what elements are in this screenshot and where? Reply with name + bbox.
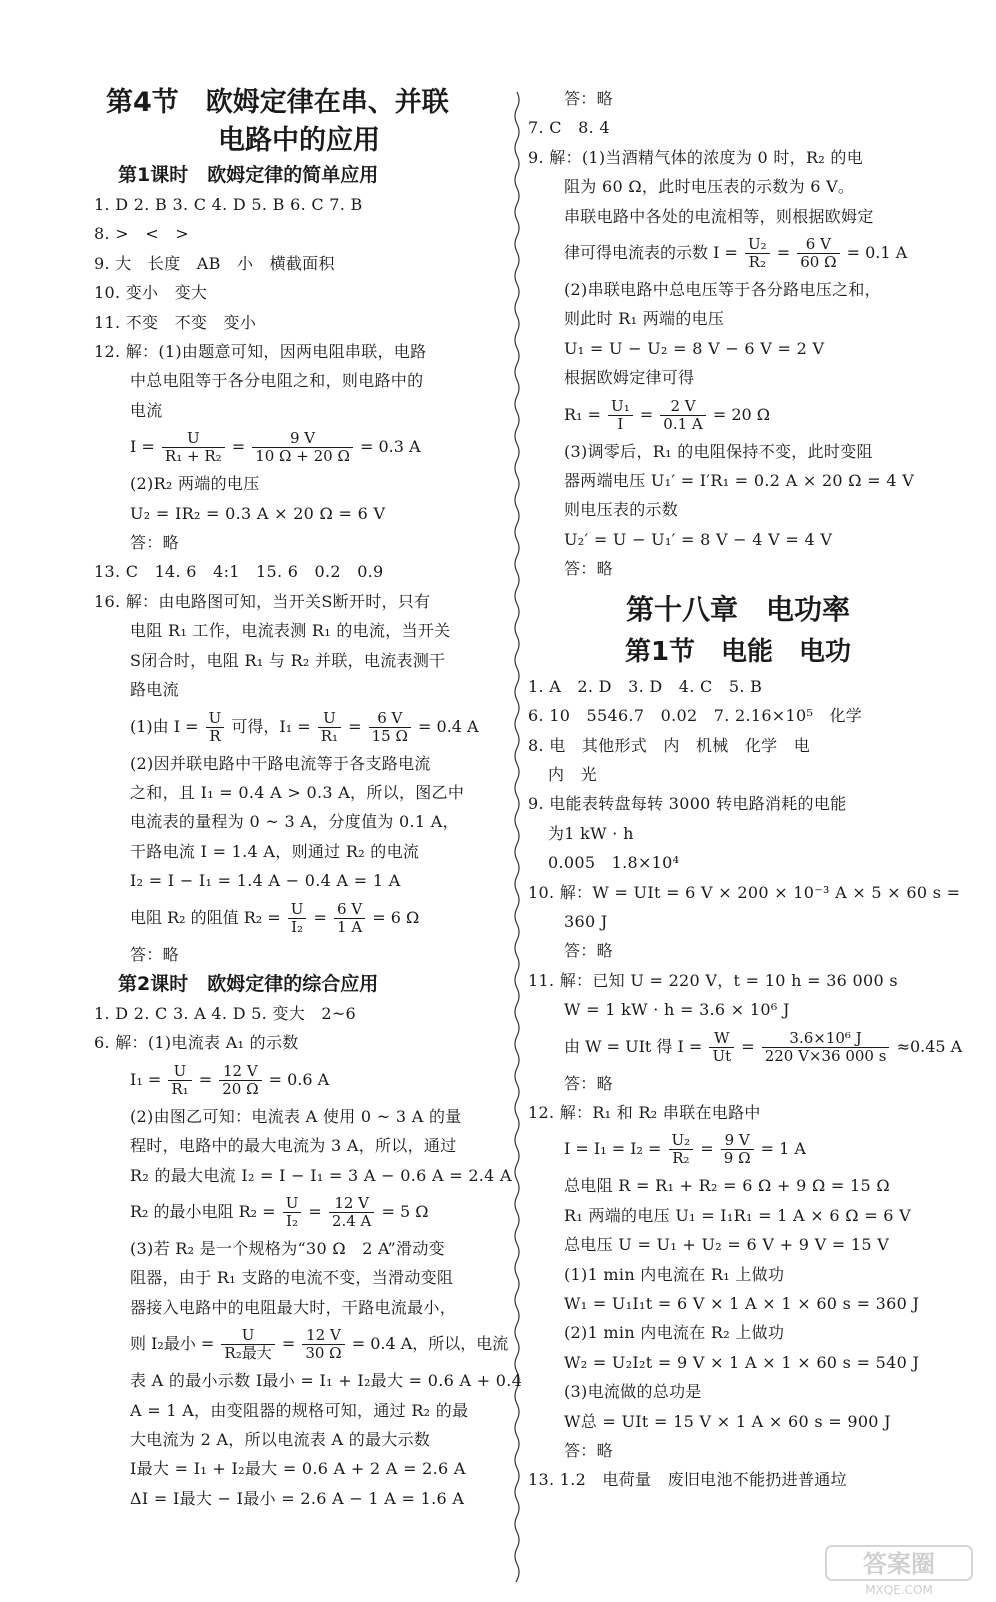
left-column [94, 84, 523, 1513]
answer-line: 8. > < > [94, 224, 189, 244]
answer-line: 表 A 的最小示数 I最小 = I₁ + I₂最大 = 0.6 A + 0.4 [130, 1371, 523, 1391]
answer-line: 1. D 2. B 3. C 4. D 5. B 6. C 7. B [94, 195, 363, 214]
answer-line: 7. C 8. 4 [528, 118, 610, 138]
watermark-subtext: MXQE.COM [865, 1583, 933, 1597]
answer-line: R₁ 两端的电压 U₁ = I₁R₁ = 1 A × 6 Ω = 6 V [564, 1205, 912, 1225]
answer-line: 360 J [564, 911, 608, 931]
answer-line: 12. 解：(1)由题意可知，因两电阻串联，电路 [94, 342, 427, 362]
answer-line: 器两端电压 U₁′ = I′R₁ = 0.2 A × 20 Ω = 4 V [564, 471, 915, 491]
column-divider [512, 92, 522, 1582]
equation: I₁ = $\frac{U}{\text{R₁}}$ = $\frac{12 V}{20 \Omega}$ = 0.6 A [130, 1061, 330, 1098]
answer-line: 电阻 R₁ 工作，电流表测 R₁ 的电流，当开关 [130, 621, 451, 641]
equation: I = $\frac{U}{\text{R₁ + R₂}}$ = $\frac{9 V}{10 \Omega + 20 \Omega}$ = 0.3 A [130, 429, 421, 466]
answer-line: 6. 解：(1)电流表 A₁ 的示数 [94, 1033, 299, 1053]
answer-line: 答：略 [564, 89, 613, 108]
answer-line: 答：略 [564, 1073, 613, 1093]
answer-line: 10. 解：W = UIt = 6 V × 200 × 10⁻³ A × 5 × 60 s = [528, 882, 961, 902]
equation: 则 I₂最小 = $\frac{U}{\text{R₂最大}}$ = $\frac{12 V}{30 \Omega}$ = 0.4 A，所以，电流 [130, 1326, 509, 1363]
answer-line: (2)1 min 内电流在 R₂ 上做功 [564, 1323, 785, 1343]
answer-line: 答：略 [564, 941, 613, 961]
answer-line: 9. 大 长度 AB 小 横截面积 [94, 253, 335, 273]
answer-line: 9. 电能表转盘每转 3000 转电路消耗的电能 [528, 794, 847, 814]
answer-line: 中总电阻等于各分电阻之和，则电路中的 [130, 371, 424, 391]
answer-line: I₂ = I − I₁ = 1.4 A − 0.4 A = 1 A [130, 871, 401, 891]
answer-line: (1)1 min 内电流在 R₁ 上做功 [564, 1264, 785, 1284]
section-title-line2: 电路中的应用 [218, 125, 380, 156]
answer-line: W₂ = U₂I₂t = 9 V × 1 A × 1 × 60 s = 540 J [564, 1352, 920, 1372]
equation: I = I₁ = I₂ = $\frac{\text{U₂}}{\text{R₂}}$ = $\frac{9 V}{9 \Omega}$ = 1 A [564, 1131, 806, 1168]
answer-line: 答：略 [564, 559, 613, 579]
answer-line: 0.005 1.8×10⁴ [548, 853, 680, 873]
answer-line: (2)由图乙可知：电流表 A 使用 0 ~ 3 A 的量 [130, 1106, 462, 1126]
answer-line: 16. 解：由电路图可知，当开关S断开时，只有 [94, 591, 431, 611]
equation: R₁ = $\frac{\text{U₁}}{I}$ = $\frac{2 V}{0.1 A}$ = 20 Ω [564, 396, 771, 433]
answer-line: 阻为 60 Ω，此时电压表的示数为 6 V。 [564, 177, 855, 197]
answer-line: 12. 解：R₁ 和 R₂ 串联在电路中 [528, 1102, 761, 1122]
answer-line: 答：略 [564, 1441, 613, 1461]
answer-line: (2)因并联电路中干路电流等于各支路电流 [130, 753, 431, 773]
chapter-title: 第十八章 电功率 [625, 592, 850, 626]
answer-line: 大电流为 2 A，所以电流表 A 的最大示数 [130, 1430, 431, 1449]
answer-line: 答：略 [130, 944, 179, 964]
answer-line: 器接入电路中的电阻最大时，干路电流最小， [130, 1297, 457, 1317]
answer-line: 为1 kW · h [548, 823, 634, 843]
answer-line: U₁ = U − U₂ = 8 V − 6 V = 2 V [564, 338, 825, 358]
lesson-1-title: 第1课时 欧姆定律的简单应用 [118, 164, 379, 186]
answer-line: 串联电路中各处的电流相等，则根据欧姆定 [564, 206, 874, 226]
site-watermark-logo [824, 1542, 974, 1598]
section-title: 第1节 电能 电功 [624, 636, 852, 667]
answer-line: 8. 电 其他形式 内 机械 化学 电 [528, 735, 811, 755]
answer-line: W₁ = U₁I₁t = 6 V × 1 A × 1 × 60 s = 360 J [564, 1294, 920, 1313]
answer-line: 电流表的量程为 0 ~ 3 A，分度值为 0.1 A， [130, 812, 459, 832]
answer-line: (2)R₂ 两端的电压 [130, 474, 260, 494]
answer-line: 总电阻 R = R₁ + R₂ = 6 Ω + 9 Ω = 15 Ω [564, 1176, 890, 1196]
answer-line: S闭合时，电阻 R₁ 与 R₂ 并联，电流表测干 [130, 650, 446, 670]
equation: 律可得电流表的示数 I = $\frac{\text{U₂}}{\text{R₂}}$ = $\frac{6 V}{60 \Omega}$ = 0.1 A [564, 235, 908, 272]
answer-line: 13. 1.2 电荷量 废旧电池不能扔进普通垃 [528, 1470, 847, 1490]
answer-line: 13. C 14. 6 4:1 15. 6 0.2 0.9 [94, 562, 384, 582]
right-column [528, 84, 963, 1495]
equation: 电阻 R₂ 的阻值 R₂ = $\frac{U}{\text{I₂}}$ = $\frac{6 V}{1 A}$ = 6 Ω [130, 899, 420, 936]
equation: 由 W = UIt 得 I = $\frac{W}{Ut}$ = $\frac{\text{3.6×10⁶ J}}{220 V\times 36 000 s}$ ≈0.45 A [564, 1028, 963, 1065]
answer-line: 9. 解：(1)当酒精气体的浓度为 0 时，R₂ 的电 [528, 147, 864, 167]
section-title-line1: 第4节 欧姆定律在串、并联 [106, 87, 449, 118]
answer-line: W总 = UIt = 15 V × 1 A × 60 s = 900 J [564, 1411, 891, 1431]
answer-line: W = 1 kW · h = 3.6 × 10⁶ J [564, 1000, 790, 1020]
answer-line: 阻器，由于 R₁ 支路的电流不变，当滑动变阻 [130, 1268, 454, 1288]
answer-line: 程时，电路中的最大电流为 3 A，所以，通过 [130, 1136, 457, 1156]
answer-line: 答：略 [130, 533, 179, 553]
answer-line: 干路电流 I = 1.4 A，则通过 R₂ 的电流 [130, 841, 420, 861]
answer-line: 内 光 [548, 764, 597, 784]
answer-line: 路电流 [130, 680, 179, 700]
answer-line: 电流 [130, 400, 163, 420]
answer-line: (3)调零后，R₁ 的电阻保持不变，此时变阻 [564, 441, 873, 461]
answer-line: I最大 = I₁ + I₂最大 = 0.6 A + 2 A = 2.6 A [130, 1459, 466, 1479]
answer-line: (2)串联电路中总电压等于各分路电压之和， [564, 280, 881, 300]
equation: (1)由 I = $\frac{U}{R}$ 可得，I₁ = $\frac{U}{\text{R₁}}$ = $\frac{6 V}{15 \Omega}$ = 0.4 A [130, 708, 479, 745]
answer-line: 1. D 2. C 3. A 4. D 5. 变大 2~6 [94, 1003, 357, 1023]
lesson-2-title: 第2课时 欧姆定律的综合应用 [118, 972, 379, 995]
answer-line: 6. 10 5546.7 0.02 7. 2.16×10⁵ 化学 [528, 706, 863, 726]
answer-line: 1. A 2. D 3. D 4. C 5. B [528, 676, 763, 696]
answer-line: 根据欧姆定律可得 [564, 368, 695, 388]
equation: R₂ 的最小电阻 R₂ = $\frac{U}{\text{I₂}}$ = $\frac{12 V}{2.4 A}$ = 5 Ω [130, 1193, 429, 1230]
answer-line: (3)电流做的总功是 [564, 1382, 702, 1402]
answer-line: 11. 解：已知 U = 220 V，t = 10 h = 36 000 s [528, 970, 898, 990]
answer-line: ΔI = I最大 − I最小 = 2.6 A − 1 A = 1.6 A [130, 1488, 465, 1508]
answer-line: 则电压表的示数 [564, 500, 679, 520]
watermark-text: 答案圈 [863, 1550, 935, 1578]
answer-line: U₂ = IR₂ = 0.3 A × 20 Ω = 6 V [130, 503, 386, 523]
answer-line: U₂′ = U − U₁′ = 8 V − 4 V = 4 V [564, 529, 833, 549]
answer-line: 11. 不变 不变 变小 [94, 312, 257, 332]
answer-line: 之和，且 I₁ = 0.4 A > 0.3 A，所以，图乙中 [130, 782, 465, 802]
answer-line: 则此时 R₁ 两端的电压 [564, 309, 725, 329]
answer-line: R₂ 的最大电流 I₂ = I − I₁ = 3 A − 0.6 A = 2.4 A [130, 1165, 512, 1185]
answer-line: (3)若 R₂ 是一个规格为“30 Ω 2 A”滑动变 [130, 1238, 445, 1258]
answer-line: 10. 变小 变大 [94, 283, 208, 303]
answer-line: 总电压 U = U₁ + U₂ = 6 V + 9 V = 15 V [564, 1235, 890, 1255]
answer-line: A = 1 A，由变阻器的规格可知，通过 R₂ 的最 [130, 1400, 469, 1420]
